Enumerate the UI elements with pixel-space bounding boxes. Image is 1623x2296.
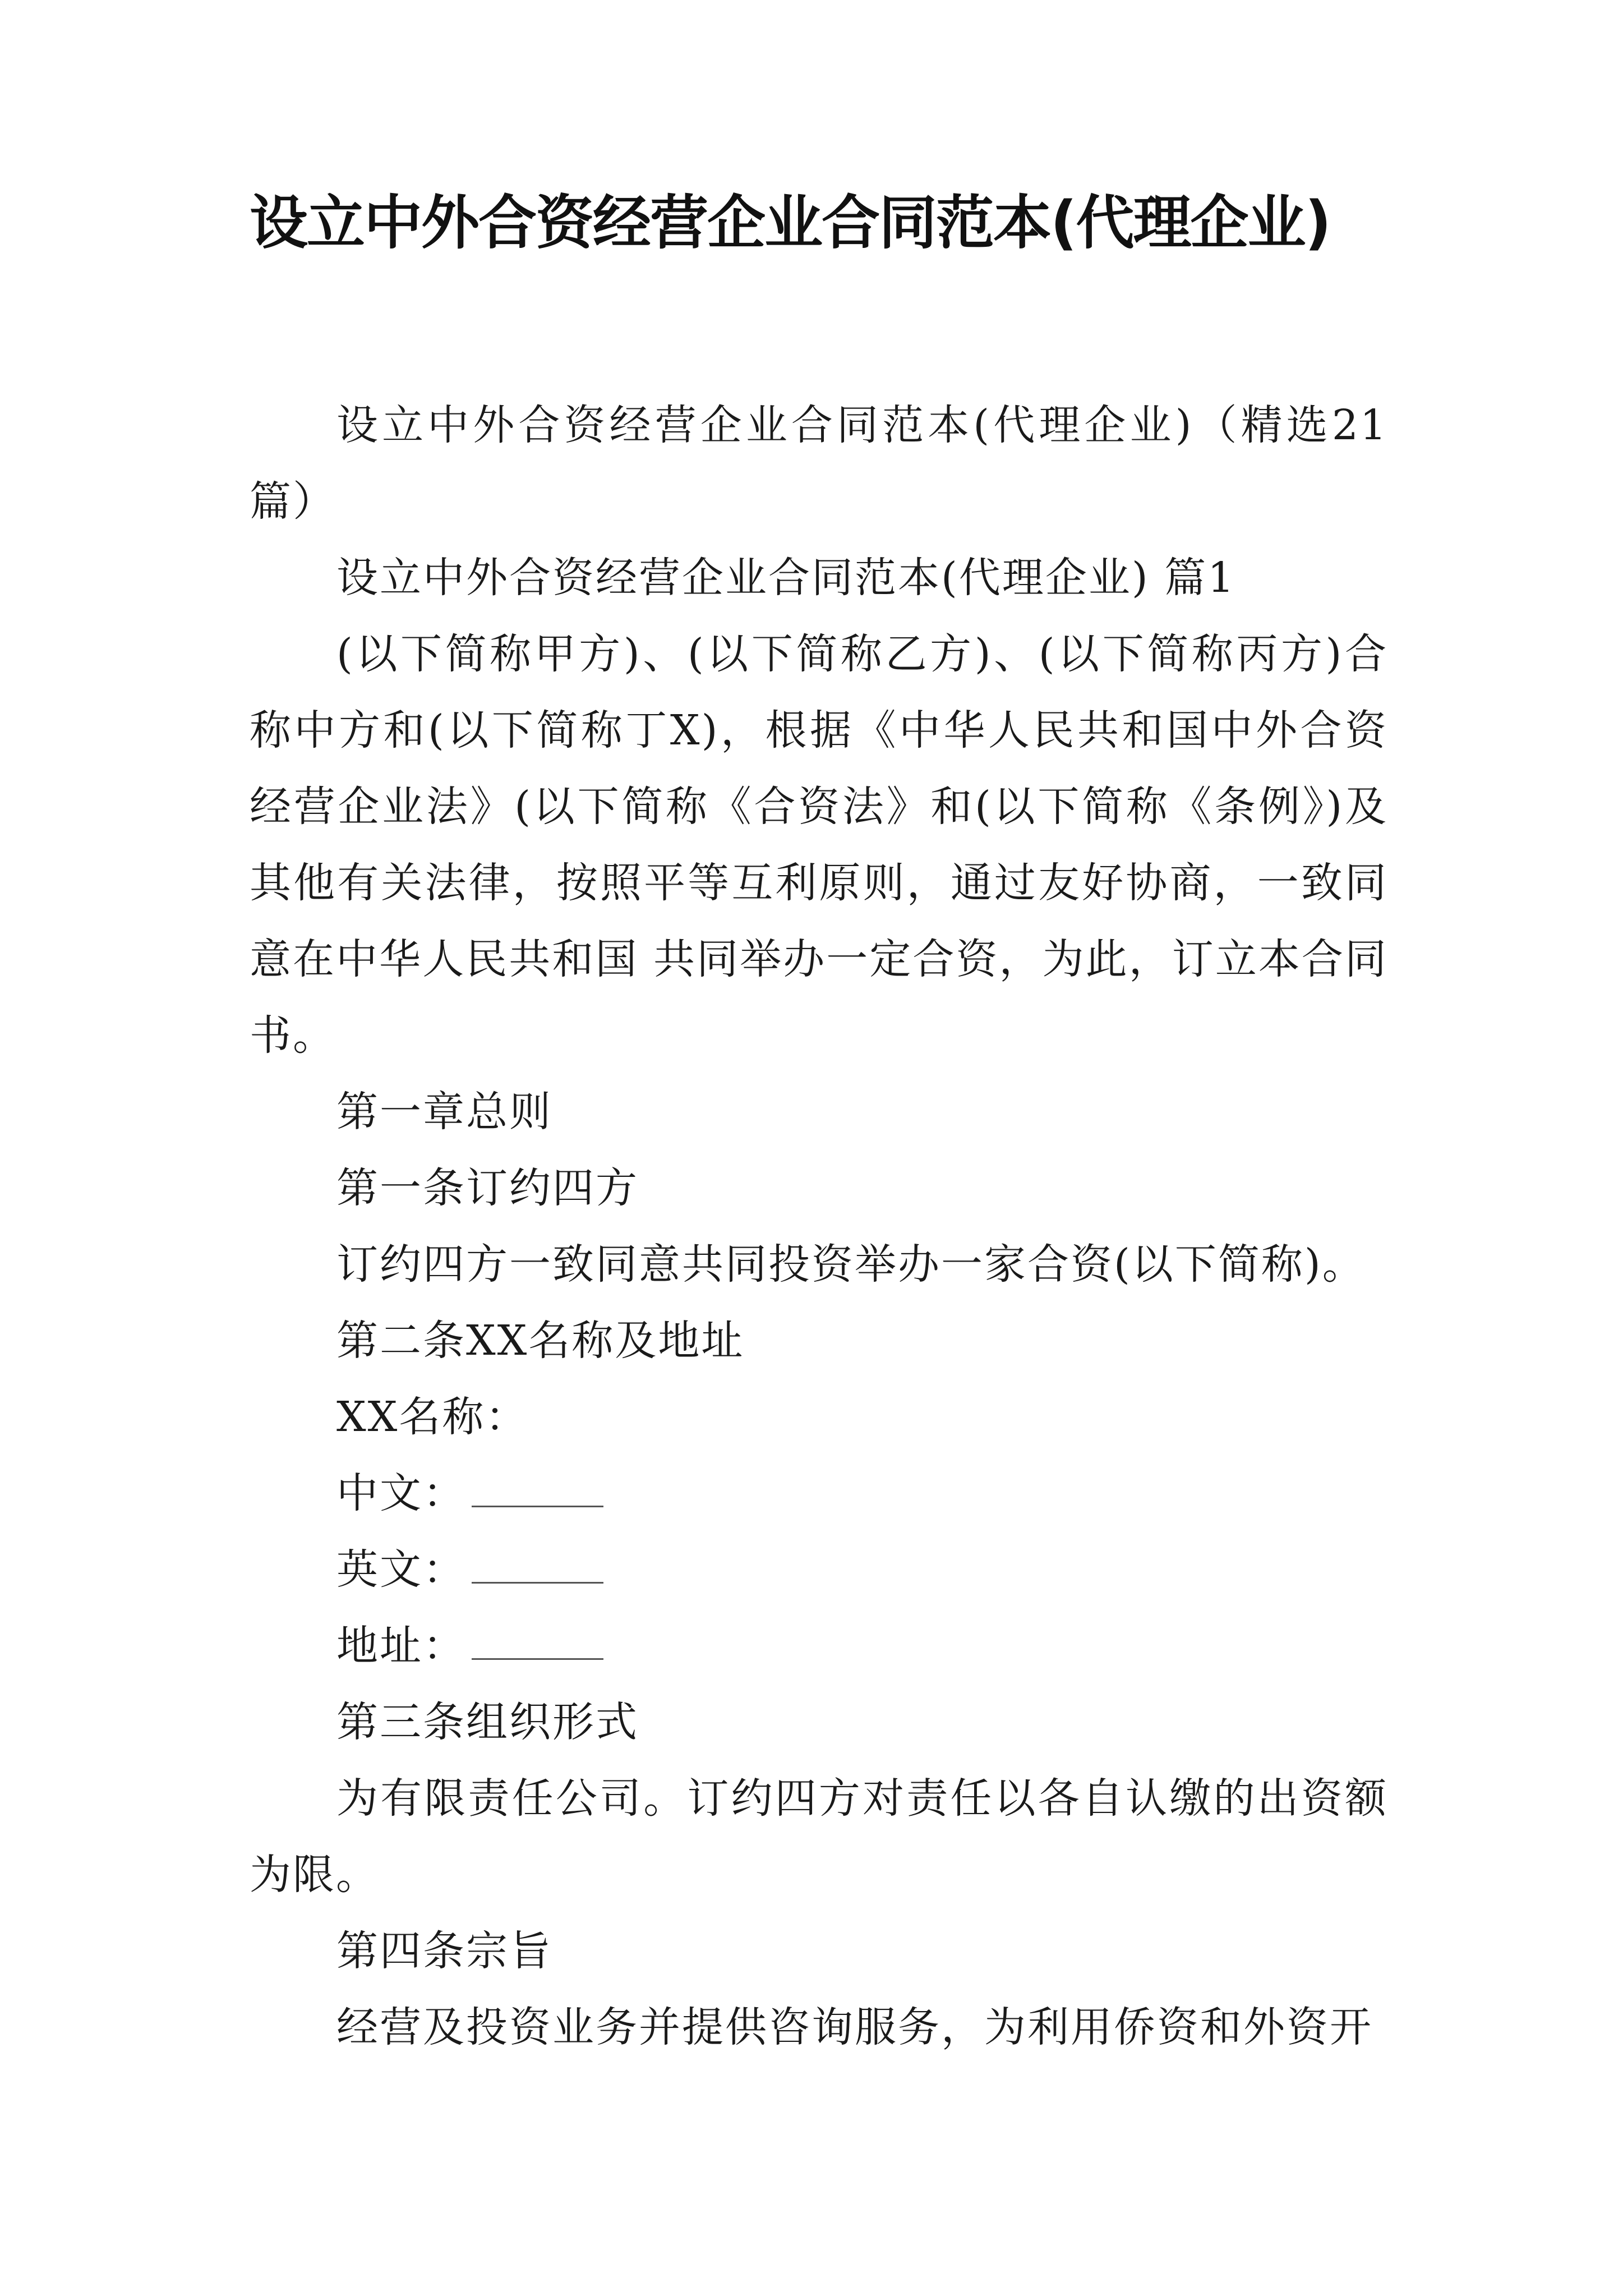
section-heading: 设立中外合资经营企业合同范本(代理企业) 篇1 [336,554,1236,602]
body-paragraph: 为有限责任公司。订约四方对责任以各自认缴的出资额为限。 [250,1774,1388,1899]
subtitle-paragraph: 设立中外合资经营企业合同范本(代理企业)（精选21篇） [250,401,1388,526]
document-title: 设立中外合资经营企业合同范本(代理企业) [250,188,1331,257]
body-paragraph: XX名称： [336,1393,529,1441]
field-label: 地址： [336,1622,466,1670]
field-label: 中文： [336,1469,466,1517]
article-heading: 第二条XX名称及地址 [336,1317,745,1365]
article-heading: 第一条订约四方 [336,1164,639,1212]
blank-underline [472,1550,603,1584]
blank-underline [472,1474,603,1507]
blank-underline [472,1627,603,1660]
article-heading: 第三条组织形式 [336,1698,639,1746]
field-line-chinese-name [250,1455,1388,1531]
body-paragraph: 订约四方一致同意共同投资举办一家合资(以下简称)。 [336,1240,1366,1289]
document-body [250,387,1388,2065]
body-paragraph: 经营及投资业务并提供咨询服务，为利用侨资和外资开 [336,2003,1373,2051]
article-heading: 第四条宗旨 [336,1927,552,1975]
body-paragraph: (以下简称甲方)、(以下简称乙方)、(以下简称丙方)合称中方和(以下简称丁X)，根据《中华人民共和国中外合资经营企业法》(以下简称《合资法》和(以下简称《条例》)及其他有关法律，按照平等互利原则，通过友好协商，一致同意在中华人民共和国 共同举办一定合资，为此，订立本合同书。 [250,630,1388,1060]
chapter-heading: 第一章总则 [336,1088,552,1136]
field-line-english-name [250,1531,1388,1608]
field-label: 英文： [336,1545,466,1594]
field-line-address [250,1608,1388,1684]
